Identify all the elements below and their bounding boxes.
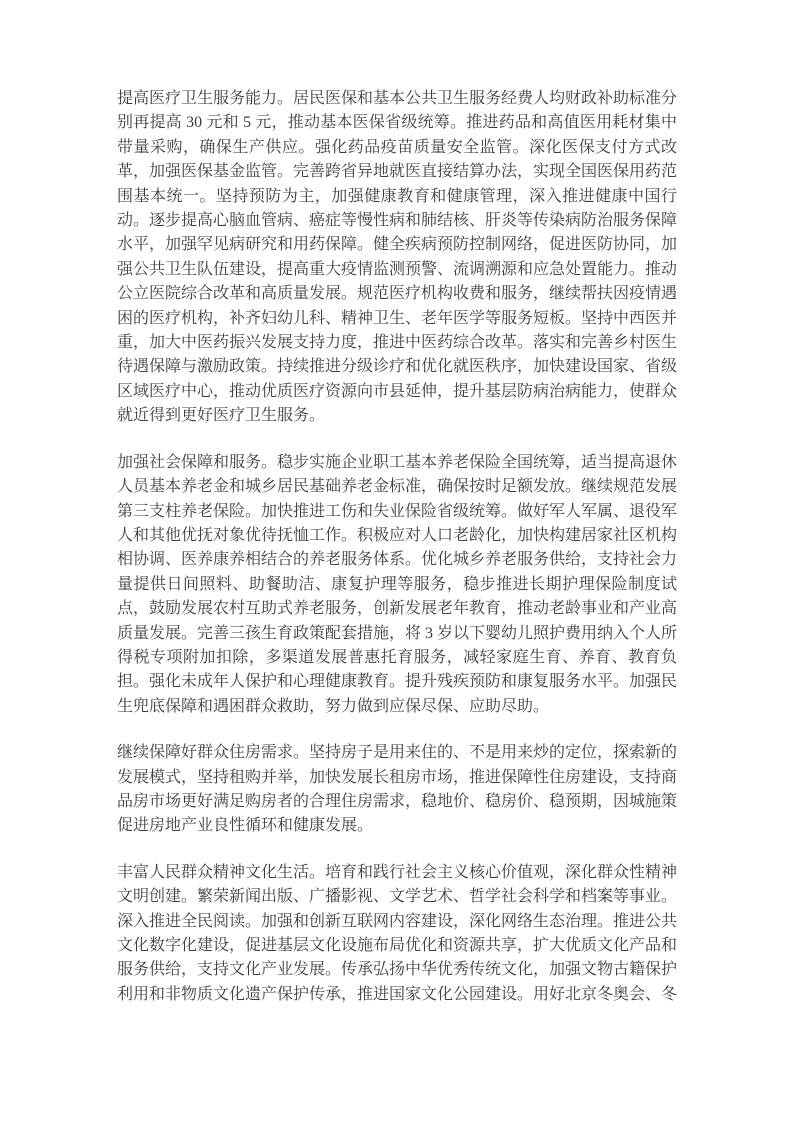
paragraph-housing: 继续保障好群众住房需求。坚持房子是用来住的、不是用来炒的定位，探索新的发展模式，坚持租购并举，加快发展长租房市场，推进保障性住房建设，支持商品房市场更好满足购房者的合理住房需求，稳地价、稳房价、稳预期，因城施策促进房地产业良性循环和健康发展。 xyxy=(117,744,678,835)
paragraph-healthcare-services: 提高医疗卫生服务能力。居民医保和基本公共卫生服务经费人均财政补助标准分别再提高 30 元和 5 元，推动基本医保省级统筹。推进药品和高值医用耗材集中带量采购，确保生产供应。强化药品疫苗质量安全监管。深化医保支付方式改革，加强医保基金监管。完善跨省异地就医直接结算办法，实现全国医保用药范围基本统一。坚持预防为主，加强健康教育和健康管理，深入推进健康中国行动。逐步提高心脑血管病、癌症等慢性病和肺结核、肝炎等传染病防治服务保障水平，加强罕见病研究和用药保障。健全疾病预防控制网络，促进医防协同，加强公共卫生队伍建设，提高重大疫情监测预警、流调溯源和应急处置能力。推动公立医院综合改革和高质量发展。规范医疗机构收费和服务，继续帮扶因疫情遇困的医疗机构，补齐妇幼儿科、精神卫生、老年医学等服务短板。坚持中西医并重，加大中医药振兴发展支持力度，推进中医药综合改革。落实和完善乡村医生待遇保障与激励政策。持续推进分级诊疗和优化就医秩序，加快建设国家、省级区域医疗中心，推动优质医疗资源向市县延伸，提升基层防病治病能力，使群众就近得到更好医疗卫生服务。 xyxy=(117,90,678,425)
document-text-content xyxy=(117,87,677,1007)
paragraph-social-security: 加强社会保障和服务。稳步实施企业职工基本养老保险全国统筹，适当提高退休人员基本养老金和城乡居民基础养老金标准，确保按时足额发放。继续规范发展第三支柱养老保险。加快推进工伤和失业保险省级统筹。做好军人军属、退役军人和其他优抚对象优待抚恤工作。积极应对人口老龄化，加快构建居家社区机构相协调、医养康养相结合的养老服务体系。优化城乡养老服务供给，支持社会力量提供日间照料、助餐助洁、康复护理等服务，稳步推进长期护理保险制度试点，鼓励发展农村互助式养老服务，创新发展老年教育，推动老龄事业和产业高质量发展。完善三孩生育政策配套措施，将 3 岁以下婴幼儿照护费用纳入个人所得税专项附加扣除，多渠道发展普惠托育服务，减轻家庭生育、养育、教育负担。强化未成年人保护和心理健康教育。提升残疾预防和康复服务水平。加强民生兜底保障和遇困群众救助，努力做到应保尽保、应助尽助。 xyxy=(117,453,678,715)
paragraph-cultural-life: 丰富人民群众精神文化生活。培育和践行社会主义核心价值观，深化群众性精神文明创建。繁荣新闻出版、广播影视、文学艺术、哲学社会科学和档案等事业。深入推进全民阅读。加强和创新互联网内容建设，深化网络生态治理。推进公共文化数字化建设，促进基层文化设施布局优化和资源共享，扩大优质文化产品和服务供给，支持文化产业发展。传承弘扬中华优秀传统文化，加强文物古籍保护利用和非物质文化遗产保护传承，推进国家文化公园建设。用好北京冬奥会、冬 xyxy=(117,863,678,1003)
